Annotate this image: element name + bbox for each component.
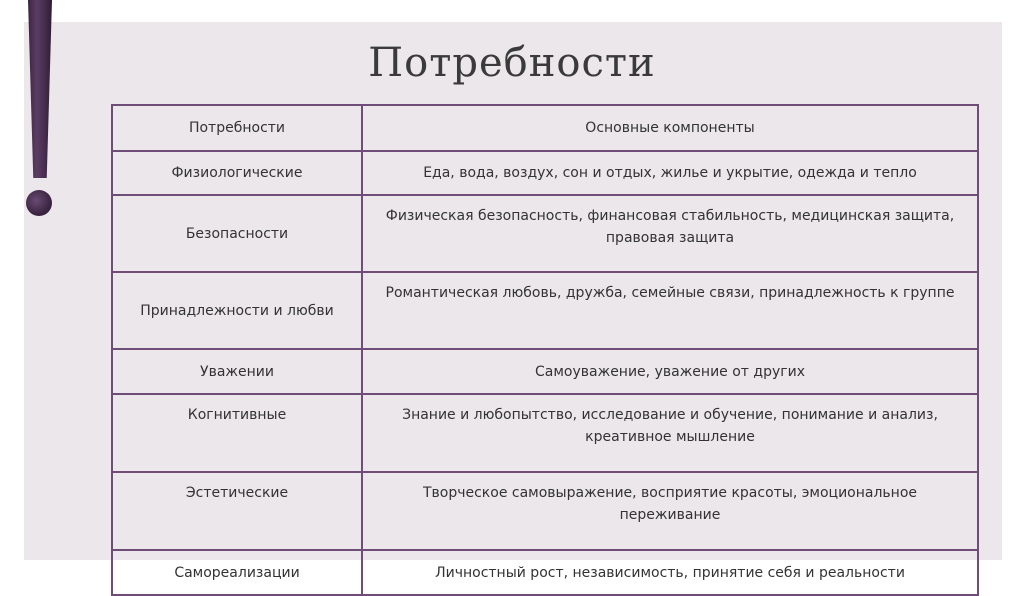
header-components: Основные компоненты [362,105,978,151]
slide-title: Потребности [368,40,656,86]
components-cell: Физическая безопасность, финансовая стабильность, медицинская защита, правовая защита [362,195,978,272]
need-cell: Безопасности [112,195,362,272]
components-cell: Романтическая любовь, дружба, семейные связи, принадлежность к группе [362,272,978,349]
need-cell: Принадлежности и любви [112,272,362,349]
table-header-row [112,105,978,151]
need-cell: Эстетические [112,472,362,550]
header-needs: Потребности [112,105,362,151]
components-cell: Еда, вода, воздух, сон и отдых, жилье и укрытие, одежда и тепло [362,151,978,195]
need-cell: Самореализации [112,550,362,595]
table-row [112,349,978,394]
exclamation-dot-decoration [26,190,52,216]
need-cell: Уважении [112,349,362,394]
table-row [112,550,978,595]
table-row [112,195,978,272]
components-cell: Самоуважение, уважение от других [362,349,978,394]
components-cell: Личностный рост, независимость, принятие себя и реальности [362,550,978,595]
table-row [112,394,978,472]
needs-table [111,104,979,596]
table-row [112,151,978,195]
table-row [112,472,978,550]
components-cell: Знание и любопытство, исследование и обучение, понимание и анализ, креативное мышление [362,394,978,472]
need-cell: Физиологические [112,151,362,195]
need-cell: Когнитивные [112,394,362,472]
table-row [112,272,978,349]
components-cell: Творческое самовыражение, восприятие красоты, эмоциональное переживание [362,472,978,550]
